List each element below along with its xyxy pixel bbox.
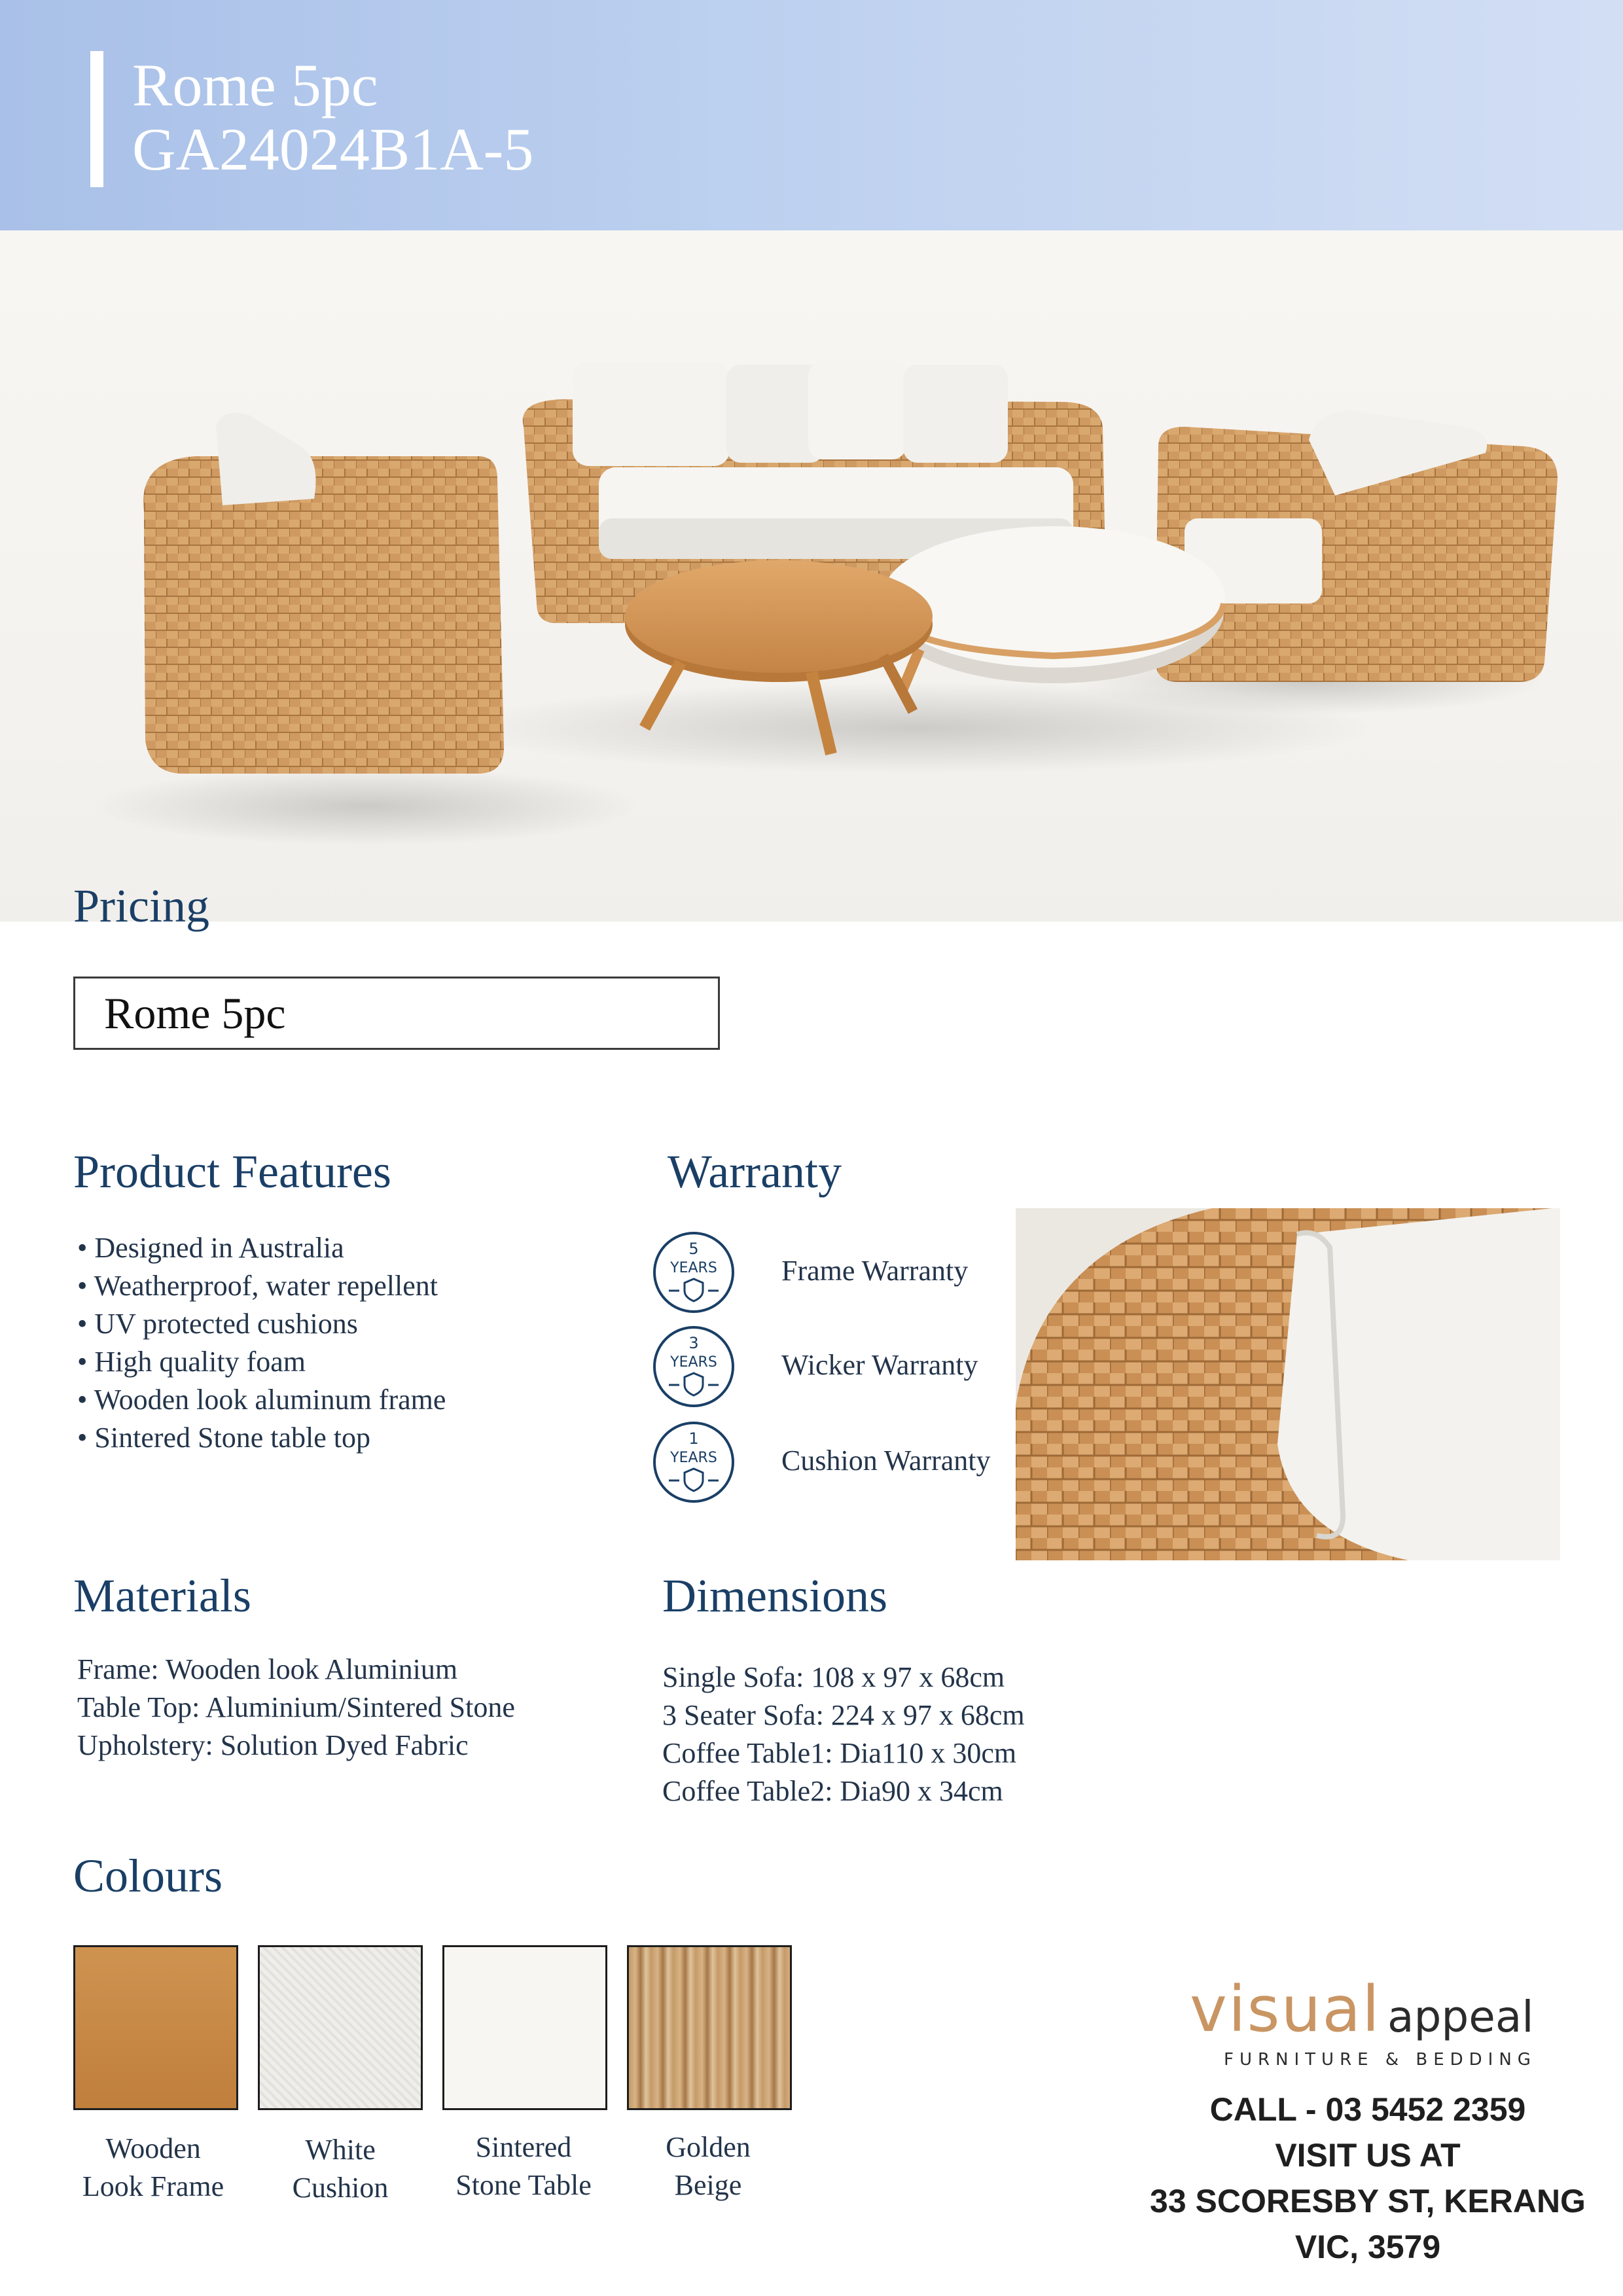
detail-photo-weave-cushion [1016, 1208, 1560, 1560]
list-item: • Weatherproof, water repellent [77, 1267, 446, 1305]
list-item: • UV protected cushions [77, 1305, 446, 1343]
list-item: Frame: Wooden look Aluminium [77, 1653, 458, 1685]
svg-text:YEARS: YEARS [670, 1260, 717, 1276]
warranty-item-cushion [651, 1418, 1017, 1509]
svg-text:1: 1 [688, 1429, 699, 1448]
pricing-heading: Pricing [73, 880, 209, 932]
weave-closeup-illustration [1016, 1208, 1560, 1560]
warranty-shield-icon [652, 1325, 736, 1408]
logo-visual-text: visual [1190, 1973, 1381, 2046]
warranty-heading: Warranty [668, 1145, 842, 1198]
warranty-item-wicker [651, 1322, 1017, 1414]
list-item: • High quality foam [77, 1343, 446, 1381]
warranty-label: Cushion Warranty [781, 1444, 991, 1477]
svg-text:YEARS: YEARS [670, 1450, 717, 1466]
materials-list [77, 1651, 515, 1765]
contact-phone: CALL - 03 5452 2359 [1209, 2091, 1526, 2128]
header-accent-bar [90, 51, 103, 187]
warranty-label: Wicker Warranty [781, 1349, 978, 1381]
swatch-label-sintered: Sintered Stone Table [455, 2131, 592, 2201]
pricing-box [73, 977, 720, 1050]
dimensions-heading: Dimensions [662, 1570, 888, 1622]
list-item: Coffee Table2: Dia90 x 34cm [662, 1775, 1003, 1807]
colours-heading: Colours [73, 1850, 223, 1902]
list-item: • Sintered Stone table top [77, 1419, 446, 1457]
brand-logo [1190, 1973, 1556, 2070]
list-item: • Designed in Australia [77, 1229, 446, 1267]
hero-product-photo [0, 230, 1623, 922]
product-code: GA24024B1A-5 [132, 116, 534, 183]
product-title: Rome 5pc [132, 52, 378, 118]
swatch-wooden-look-frame [73, 1945, 238, 2110]
logo-appeal-text: appeal [1387, 1992, 1534, 2042]
pricing-item-label: Rome 5pc [104, 988, 286, 1038]
dimensions-list [662, 1659, 1025, 1810]
svg-text:5: 5 [688, 1240, 699, 1258]
swatch-sintered-stone-table [442, 1945, 607, 2110]
swatch-label-golden: Golden Beige [666, 2131, 751, 2201]
features-list [77, 1229, 446, 1457]
swatch-white-cushion [258, 1945, 423, 2110]
list-item: 3 Seater Sofa: 224 x 97 x 68cm [662, 1699, 1025, 1731]
svg-text:YEARS: YEARS [670, 1354, 717, 1371]
contact-address-line2: VIC, 3579 [1294, 2229, 1441, 2265]
features-heading: Product Features [73, 1145, 391, 1198]
contact-visit: VISIT US AT [1275, 2137, 1461, 2174]
swatch-golden-beige [627, 1945, 792, 2110]
list-item: Upholstery: Solution Dyed Fabric [77, 1729, 469, 1761]
swatch-label-white: White Cushion [292, 2134, 389, 2204]
warranty-shield-icon [652, 1420, 736, 1504]
furniture-set-illustration [0, 230, 1623, 922]
warranty-label: Frame Warranty [781, 1255, 969, 1287]
contact-address-line1: 33 SCORESBY ST, KERANG [1150, 2183, 1586, 2219]
svg-text:3: 3 [688, 1334, 699, 1352]
list-item: Coffee Table1: Dia110 x 30cm [662, 1737, 1017, 1769]
header-banner [0, 0, 1623, 230]
logo-tagline: FURNITURE & BEDDING [1224, 2050, 1537, 2070]
list-item: Single Sofa: 108 x 97 x 68cm [662, 1661, 1005, 1693]
warranty-shield-icon [652, 1230, 736, 1314]
list-item: Table Top: Aluminium/Sintered Stone [77, 1691, 515, 1723]
warranty-item-frame [651, 1228, 1017, 1319]
list-item: • Wooden look aluminum frame [77, 1381, 446, 1419]
swatch-label-wooden: Wooden Look Frame [82, 2132, 224, 2202]
materials-heading: Materials [73, 1570, 251, 1622]
